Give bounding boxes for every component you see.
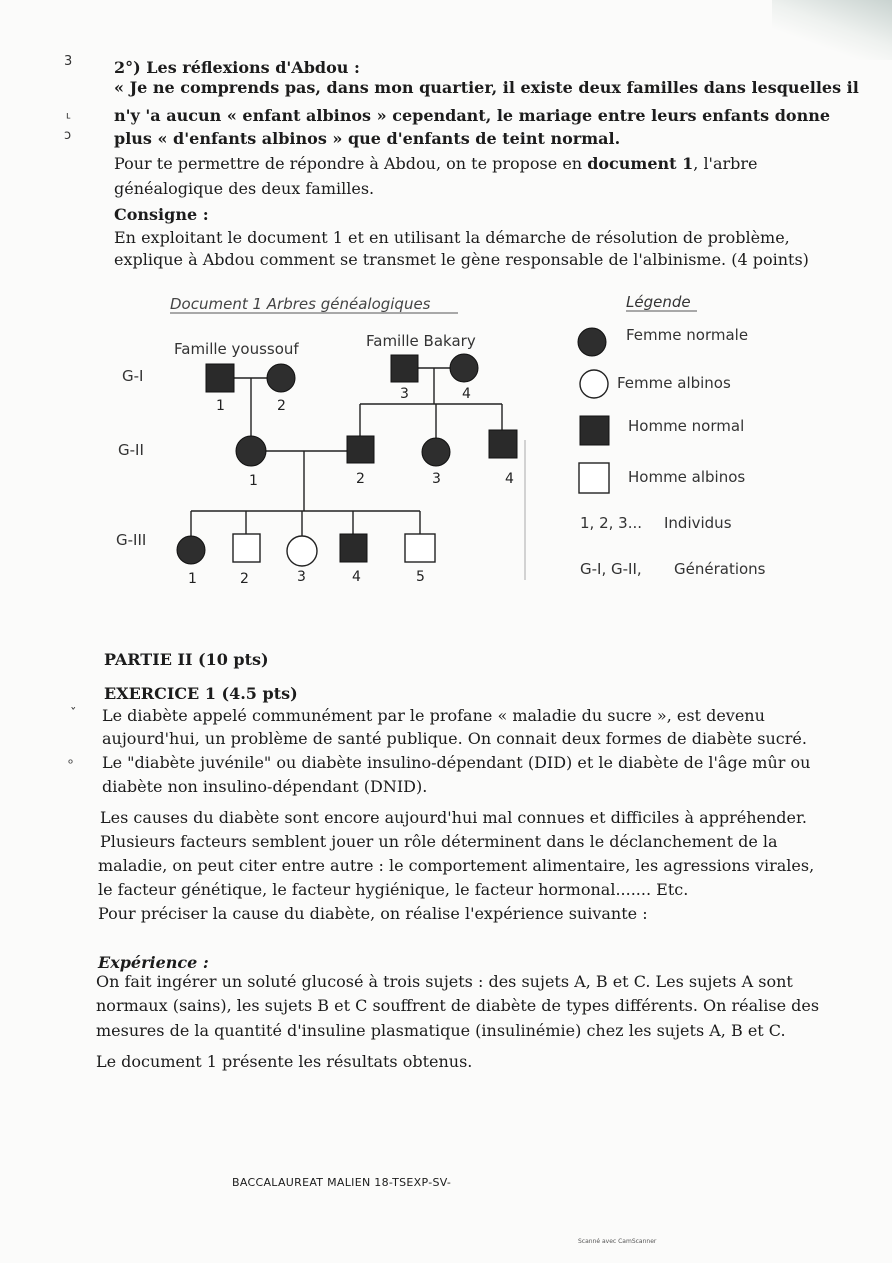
legend-femme-albinos-symbol	[580, 370, 608, 398]
paragraph-line: Le "diabète juvénile" ou diabète insulino-dépendant (DID) et le diabète de l'âge mûr ou	[102, 753, 811, 772]
paragraph-line: Les causes du diabète sont encore aujourd'hui mal connues et difficiles à appréhender.	[100, 808, 807, 827]
paragraph-line: Pour préciser la cause du diabète, on réalise l'expérience suivante :	[98, 904, 648, 923]
section-title: 2°) Les réflexions d'Abdou :	[114, 58, 360, 77]
legend-homme-normal-symbol	[580, 416, 609, 445]
scanner-watermark: Scanné avec CamScanner	[578, 1238, 657, 1245]
femme-normale-symbol	[267, 364, 295, 392]
quote-line: n'y 'a aucun « enfant albinos » cependant, le mariage entre leurs enfants donne	[114, 106, 831, 125]
legend-homme-albinos-symbol	[579, 463, 609, 493]
individual-number: 4	[462, 386, 471, 402]
femme-albinos-symbol	[287, 536, 317, 566]
femme-normale-symbol	[236, 436, 266, 466]
experience-line: On fait ingérer un soluté glucosé à trois sujets : des sujets A, B et C. Les sujets A sont	[96, 972, 793, 991]
individual-number: 2	[277, 398, 286, 414]
paragraph-line: aujourd'hui, un problème de santé publique. On connait deux formes de diabète sucré.	[102, 729, 807, 748]
paragraph-line: Plusieurs facteurs semblent jouer un rôle déterminent dans le déclanchement de la	[100, 832, 778, 851]
homme-normal-symbol	[489, 430, 517, 458]
individual-number: 4	[352, 569, 361, 585]
page-corner-shadow	[772, 0, 892, 60]
femme-normale-symbol	[422, 438, 450, 466]
quote-line: « Je ne comprends pas, dans mon quartier, il existe deux familles dans lesquelles il	[114, 78, 859, 97]
paragraph-line: le facteur génétique, le facteur hygiénique, le facteur hormonal....... Etc.	[98, 880, 689, 899]
exercice-title: EXERCICE 1 (4.5 pts)	[104, 684, 298, 703]
individual-number: 3	[297, 569, 306, 585]
intro-text: , l'arbre	[693, 154, 758, 173]
paragraph-line: Le diabète appelé communément par le profane « maladie du sucre », est devenu	[102, 706, 765, 725]
document-title: Document 1 Arbres généalogiques	[170, 295, 431, 313]
margin-mark: ᵒ	[68, 757, 74, 772]
individual-number: 1	[188, 571, 197, 587]
intro-text: Pour te permettre de répondre à Abdou, on te propose en	[114, 154, 588, 173]
consigne-label: Consigne :	[114, 205, 209, 224]
legend-title: Légende	[626, 293, 691, 311]
family-right-label: Famille Bakary	[366, 332, 476, 350]
paragraph-line: maladie, on peut citer entre autre : le comportement alimentaire, les agressions virales,	[98, 856, 815, 875]
homme-albinos-symbol	[405, 534, 435, 562]
pedigree-figure	[0, 285, 892, 605]
legend-individus-key: 1, 2, 3...	[580, 514, 643, 532]
homme-albinos-symbol	[233, 534, 260, 562]
legend-label: Femme albinos	[617, 374, 731, 392]
femme-normale-symbol	[450, 354, 478, 382]
generation-label: G-I	[122, 367, 144, 385]
family-left-label: Famille youssouf	[174, 340, 299, 358]
consigne-line: En exploitant le document 1 et en utilisant la démarche de résolution de problème,	[114, 228, 790, 247]
legend-label: Homme albinos	[628, 468, 746, 486]
homme-normal-symbol	[391, 355, 418, 382]
legend-generations-key: G-I, G-II,	[580, 560, 642, 578]
generation-label: G-III	[116, 531, 147, 549]
individual-number: 1	[216, 398, 225, 414]
legend-individus-label: Individus	[664, 514, 732, 532]
experience-line: mesures de la quantité d'insuline plasmatique (insulinémie) chez les sujets A, B et C.	[96, 1021, 786, 1040]
legend-label: Femme normale	[626, 326, 749, 344]
experience-line: Le document 1 présente les résultats obtenus.	[96, 1052, 473, 1071]
individual-number: 3	[400, 386, 409, 402]
legend-femme-normale-symbol	[578, 328, 606, 356]
individual-number: 2	[240, 571, 249, 587]
intro-bold: document 1	[587, 154, 694, 173]
partie-title: PARTIE II (10 pts)	[104, 650, 269, 669]
experience-label: Expérience :	[98, 953, 209, 972]
homme-normal-symbol	[206, 364, 234, 392]
legend-generations-label: Générations	[674, 560, 766, 578]
page-footer: BACCALAUREAT MALIEN 18-TSEXP-SV-	[232, 1176, 452, 1189]
margin-mark: ˇ	[70, 707, 77, 722]
individual-number: 3	[432, 471, 441, 487]
homme-normal-symbol	[340, 534, 367, 562]
homme-normal-symbol	[347, 436, 374, 463]
intro-line	[114, 154, 758, 174]
individual-number: 1	[249, 473, 258, 489]
paragraph-line: diabète non insulino-dépendant (DNID).	[102, 777, 428, 796]
consigne-line: explique à Abdou comment se transmet le gène responsable de l'albinisme. (4 points)	[114, 250, 809, 269]
individual-number: 5	[416, 569, 425, 585]
margin-mark: ↄ	[64, 128, 72, 143]
experience-line: normaux (sains), les sujets B et C souffrent de diabète de types différents. On réalise des	[96, 996, 820, 1015]
femme-normale-symbol	[177, 536, 205, 564]
margin-mark: 3	[64, 54, 73, 69]
legend-label: Homme normal	[628, 417, 745, 435]
quote-line: plus « d'enfants albinos » que d'enfants de teint normal.	[114, 129, 621, 148]
intro-line: généalogique des deux familles.	[114, 179, 375, 198]
generation-label: G-II	[118, 441, 144, 459]
individual-number: 4	[505, 471, 514, 487]
margin-mark: ᒻ	[66, 112, 72, 127]
individual-number: 2	[356, 471, 365, 487]
